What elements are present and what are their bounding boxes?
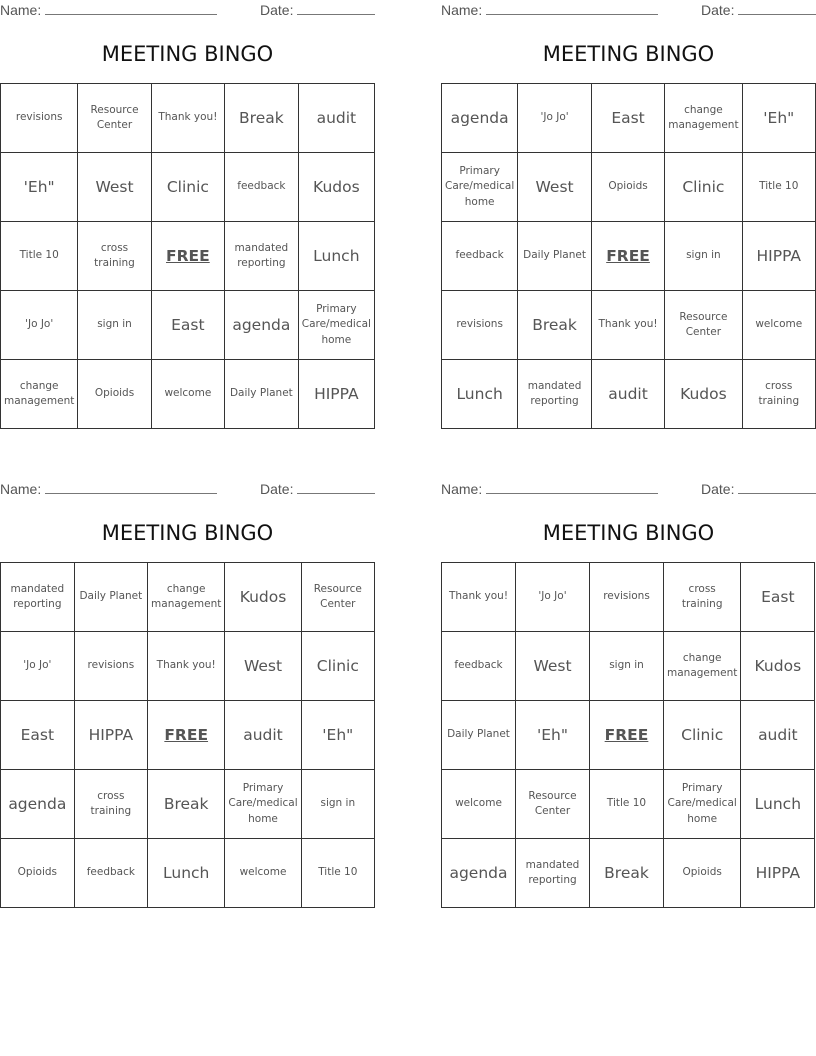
name-line [45, 481, 217, 494]
bingo-grid [441, 562, 815, 908]
bingo-cell[interactable]: HIPPA [298, 360, 374, 429]
date-line [297, 2, 375, 15]
bingo-cell[interactable]: audit [225, 701, 301, 770]
bingo-cell[interactable]: sign in [665, 222, 742, 291]
card-title: MEETING BINGO [101, 42, 274, 66]
bingo-cell[interactable]: Resource Center [516, 770, 590, 839]
bingo-cell[interactable]: Clinic [301, 632, 374, 701]
bingo-cell[interactable]: Lunch [741, 770, 815, 839]
bingo-cell[interactable]: revisions [74, 632, 147, 701]
bingo-cell[interactable]: feedback [442, 632, 516, 701]
bingo-cell[interactable]: welcome [442, 770, 516, 839]
date-field[interactable] [701, 481, 816, 497]
bingo-cell[interactable]: Resource Center [78, 84, 151, 153]
bingo-cell[interactable]: feedback [442, 222, 518, 291]
bingo-cell[interactable]: welcome [742, 291, 815, 360]
bingo-row [442, 770, 815, 839]
card-header [441, 0, 816, 20]
bingo-cell[interactable]: 'Jo Jo' [516, 563, 590, 632]
bingo-cell[interactable]: agenda [442, 839, 516, 908]
bingo-grid [0, 562, 375, 908]
bingo-cell[interactable]: Opioids [1, 839, 75, 908]
bingo-cell[interactable]: HIPPA [741, 839, 815, 908]
card-header [0, 0, 376, 20]
bingo-row [1, 222, 375, 291]
bingo-cell[interactable]: Thank you! [442, 563, 516, 632]
name-label: Name: [441, 481, 483, 497]
date-field[interactable] [701, 2, 816, 18]
bingo-cell[interactable]: West [78, 153, 151, 222]
bingo-cell[interactable]: audit [591, 360, 664, 429]
bingo-grid [0, 83, 375, 429]
date-field[interactable] [260, 2, 375, 18]
bingo-row [1, 291, 375, 360]
bingo-cell[interactable]: West [225, 632, 301, 701]
bingo-cell[interactable]: Daily Planet [74, 563, 147, 632]
bingo-cell[interactable]: Kudos [741, 632, 815, 701]
card-title: MEETING BINGO [542, 521, 715, 545]
bingo-cell[interactable]: agenda [1, 770, 75, 839]
bingo-cell[interactable]: Resource Center [301, 563, 374, 632]
bingo-cell[interactable]: Primary Care/medical home [664, 770, 741, 839]
bingo-cell[interactable]: Clinic [665, 153, 742, 222]
name-line [486, 2, 658, 15]
card-header [0, 479, 376, 499]
bingo-cell[interactable]: Daily Planet [518, 222, 592, 291]
bingo-row [442, 291, 816, 360]
bingo-cell[interactable]: Opioids [664, 839, 741, 908]
bingo-cell[interactable]: Title 10 [742, 153, 815, 222]
bingo-cell[interactable]: Primary Care/medical home [442, 153, 518, 222]
bingo-row [1, 839, 375, 908]
bingo-cell[interactable]: revisions [1, 84, 78, 153]
date-label: Date: [701, 481, 735, 497]
bingo-cell[interactable]: change management [664, 632, 741, 701]
bingo-row [442, 839, 815, 908]
date-line [738, 481, 816, 494]
name-label: Name: [0, 2, 42, 18]
bingo-cell[interactable]: Thank you! [151, 84, 224, 153]
bingo-row [1, 84, 375, 153]
card-title: MEETING BINGO [101, 521, 274, 545]
bingo-cell[interactable]: mandated reporting [225, 222, 299, 291]
bingo-cell[interactable]: Kudos [665, 360, 742, 429]
bingo-cell[interactable]: Break [225, 84, 299, 153]
bingo-cell[interactable]: sign in [78, 291, 151, 360]
bingo-cell[interactable]: Resource Center [665, 291, 742, 360]
card-header [441, 479, 816, 499]
free-space[interactable]: FREE [591, 222, 664, 291]
bingo-cell[interactable]: Break [590, 839, 664, 908]
bingo-cell[interactable]: East [151, 291, 224, 360]
name-field[interactable] [441, 481, 658, 497]
date-label: Date: [260, 2, 294, 18]
bingo-cell[interactable]: Primary Care/medical home [298, 291, 374, 360]
bingo-row [1, 153, 375, 222]
bingo-row [442, 222, 816, 291]
bingo-cell[interactable]: revisions [590, 563, 664, 632]
bingo-cell[interactable]: cross training [742, 360, 815, 429]
bingo-cell[interactable]: 'Eh" [1, 153, 78, 222]
bingo-cell[interactable]: Thank you! [148, 632, 225, 701]
bingo-row [442, 563, 815, 632]
bingo-cell[interactable]: cross training [78, 222, 151, 291]
bingo-cell[interactable]: Kudos [298, 153, 374, 222]
bingo-cell[interactable]: sign in [301, 770, 374, 839]
bingo-cell[interactable]: Daily Planet [442, 701, 516, 770]
free-space[interactable]: FREE [148, 701, 225, 770]
name-label: Name: [441, 2, 483, 18]
bingo-cell[interactable]: sign in [590, 632, 664, 701]
name-label: Name: [0, 481, 42, 497]
bingo-cell[interactable]: mandated reporting [1, 563, 75, 632]
bingo-cell[interactable]: 'Eh" [742, 84, 815, 153]
bingo-cell[interactable]: Opioids [591, 153, 664, 222]
bingo-cell[interactable]: 'Jo Jo' [518, 84, 592, 153]
bingo-cell[interactable]: East [741, 563, 815, 632]
bingo-row [1, 360, 375, 429]
date-label: Date: [260, 481, 294, 497]
free-space[interactable]: FREE [590, 701, 664, 770]
date-line [738, 2, 816, 15]
bingo-row [1, 563, 375, 632]
bingo-cell[interactable]: cross training [664, 563, 741, 632]
bingo-grid [441, 83, 816, 429]
bingo-cell[interactable]: Clinic [664, 701, 741, 770]
bingo-cell[interactable]: Lunch [442, 360, 518, 429]
bingo-cell[interactable]: Title 10 [301, 839, 374, 908]
bingo-cell[interactable]: Thank you! [591, 291, 664, 360]
bingo-row [442, 632, 815, 701]
bingo-row [1, 632, 375, 701]
date-field[interactable] [260, 481, 375, 497]
bingo-cell[interactable]: HIPPA [742, 222, 815, 291]
bingo-cell[interactable]: 'Eh" [516, 701, 590, 770]
name-field[interactable] [441, 2, 658, 18]
bingo-cell[interactable]: Clinic [151, 153, 224, 222]
date-line [297, 481, 375, 494]
bingo-cell[interactable]: welcome [151, 360, 224, 429]
bingo-cell[interactable]: Primary Care/medical home [225, 770, 301, 839]
bingo-cell[interactable]: feedback [74, 839, 147, 908]
bingo-cell[interactable]: mandated reporting [516, 839, 590, 908]
bingo-cell[interactable]: East [591, 84, 664, 153]
bingo-cell[interactable]: audit [741, 701, 815, 770]
bingo-cell[interactable]: West [516, 632, 590, 701]
bingo-cell[interactable]: 'Jo Jo' [1, 291, 78, 360]
bingo-cell[interactable]: East [1, 701, 75, 770]
bingo-cell[interactable]: Break [518, 291, 592, 360]
bingo-cell[interactable]: Opioids [78, 360, 151, 429]
bingo-cell[interactable]: change management [148, 563, 225, 632]
date-label: Date: [701, 2, 735, 18]
bingo-cell[interactable]: West [518, 153, 592, 222]
bingo-cell[interactable]: revisions [442, 291, 518, 360]
bingo-cell[interactable]: agenda [442, 84, 518, 153]
bingo-row [442, 360, 816, 429]
free-space[interactable]: FREE [151, 222, 224, 291]
bingo-cell[interactable]: Daily Planet [225, 360, 299, 429]
bingo-row [1, 701, 375, 770]
bingo-cell[interactable]: HIPPA [74, 701, 147, 770]
bingo-cell[interactable]: Lunch [298, 222, 374, 291]
bingo-cell[interactable]: audit [298, 84, 374, 153]
bingo-row [442, 701, 815, 770]
bingo-cell[interactable]: feedback [225, 153, 299, 222]
bingo-cell[interactable]: agenda [225, 291, 299, 360]
bingo-cell[interactable]: Break [148, 770, 225, 839]
name-line [45, 2, 217, 15]
bingo-row [442, 84, 816, 153]
card-title: MEETING BINGO [542, 42, 715, 66]
bingo-cell[interactable]: Title 10 [590, 770, 664, 839]
bingo-cell[interactable]: cross training [74, 770, 147, 839]
bingo-cell[interactable]: Title 10 [1, 222, 78, 291]
bingo-cell[interactable]: change management [665, 84, 742, 153]
bingo-cell[interactable]: welcome [225, 839, 301, 908]
name-field[interactable] [0, 481, 217, 497]
bingo-cell[interactable]: mandated reporting [518, 360, 592, 429]
bingo-row [1, 770, 375, 839]
bingo-cell[interactable]: 'Eh" [301, 701, 374, 770]
bingo-cell[interactable]: Kudos [225, 563, 301, 632]
bingo-cell[interactable]: change management [1, 360, 78, 429]
name-field[interactable] [0, 2, 217, 18]
bingo-row [442, 153, 816, 222]
bingo-cell[interactable]: 'Jo Jo' [1, 632, 75, 701]
bingo-cell[interactable]: Lunch [148, 839, 225, 908]
name-line [486, 481, 658, 494]
